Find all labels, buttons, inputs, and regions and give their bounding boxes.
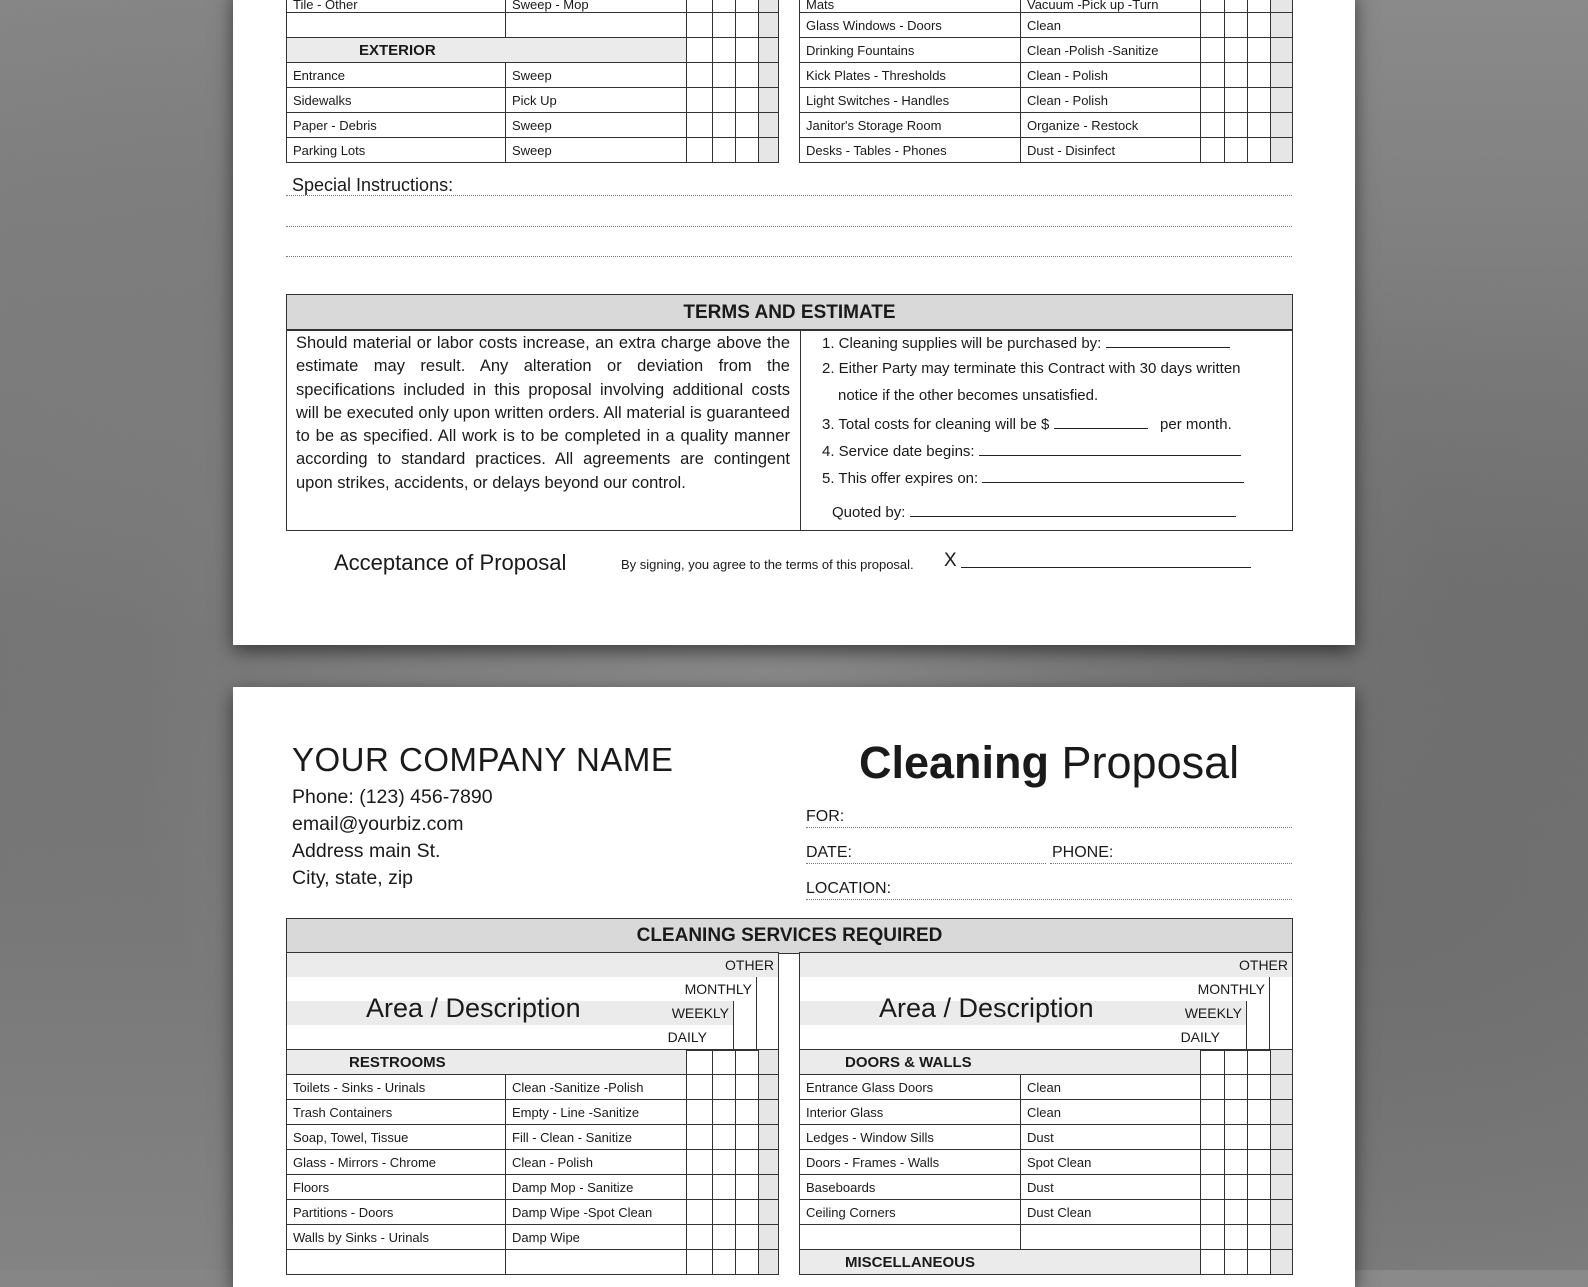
table-row: Janitor's Storage Room Organize - Restock (800, 113, 1293, 138)
acceptance-title: Acceptance of Proposal (334, 550, 567, 575)
proposal-page-1 (233, 0, 1355, 645)
special-instructions-line[interactable] (286, 195, 1292, 196)
company-phone: Phone: (123) 456-7890 (292, 786, 493, 808)
term-item-4: 4. Service date begins: (822, 441, 1241, 460)
terms-header: TERMS AND ESTIMATE (286, 294, 1293, 331)
quoted-by-field[interactable] (910, 502, 1236, 517)
table-row: Walls by Sinks - Urinals Damp Wipe (287, 1225, 779, 1250)
term-item-3: 3. Total costs for cleaning will be $ per month. (822, 416, 1232, 433)
date-field[interactable] (806, 863, 1046, 864)
area-description-label: Area / Description (366, 993, 581, 1023)
for-label: FOR: (806, 808, 845, 825)
phone-label: PHONE: (1052, 844, 1114, 861)
document-title: Cleaning Proposal (859, 737, 1240, 788)
freq-weekly: WEEKLY (671, 1005, 729, 1021)
section-header (800, 1250, 1293, 1275)
company-city: City, state, zip (292, 867, 414, 889)
table-row: Paper - Debris Sweep (287, 113, 779, 138)
section-header (800, 1050, 1293, 1075)
table-row: Doors - Frames - Walls Spot Clean (800, 1150, 1293, 1175)
freq-daily: DAILY (667, 1029, 707, 1045)
check-monthly[interactable] (736, 0, 759, 13)
location-label: LOCATION: (806, 880, 892, 897)
table-row: Trash Containers Empty - Line -Sanitize (287, 1100, 779, 1125)
right-frequency-header (799, 952, 1293, 1051)
table-row: Entrance Glass Doors Clean (800, 1075, 1293, 1100)
area-description-label: Area / Description (879, 993, 1094, 1023)
table-row: Ceiling Corners Dust Clean (800, 1200, 1293, 1225)
terms-paragraph: Should material or labor costs increase, an extra charge above the estimate may result. Any alteration or deviation from the specifications included in this proposal involving additional costs will be executed only upon written orders. All material is guaranteed to be as specified. All work is to be completed in a quality manner according to standard practices. All agreements are contingent upon strikes, accidents, or delays beyond our control. (296, 334, 790, 492)
miscellaneous-heading: MISCELLANEOUS (800, 1250, 1201, 1275)
company-email: email@yourbiz.com (292, 813, 464, 835)
for-field[interactable] (806, 827, 1292, 828)
check-weekly[interactable] (713, 0, 736, 13)
table-row: Partitions - Doors Damp Wipe -Spot Clean (287, 1200, 779, 1225)
table-row: Drinking Fountains Clean -Polish -Sanitize (800, 38, 1293, 63)
freq-monthly: MONTHLY (1197, 981, 1265, 997)
company-name: YOUR COMPANY NAME (292, 741, 674, 778)
special-instructions-line[interactable] (286, 226, 1292, 227)
monthly-cost-field[interactable] (1054, 414, 1148, 429)
table-row: Sidewalks Pick Up (287, 88, 779, 113)
left-frequency-header (286, 952, 779, 1051)
freq-other: OTHER (1239, 957, 1288, 973)
term-item-1: 1. Cleaning supplies will be purchased by: (822, 333, 1230, 352)
location-field[interactable] (806, 899, 1292, 900)
restrooms-heading: RESTROOMS (287, 1050, 687, 1075)
signature-x: X (944, 550, 957, 571)
table-row: Tile - Other Sweep - Mop (287, 0, 779, 13)
special-instructions-label: Special Instructions: (292, 175, 454, 195)
services-header: CLEANING SERVICES REQUIRED (286, 918, 1293, 954)
table-row (800, 1225, 1293, 1250)
table-row: Mats Vacuum -Pick up -Turn (800, 0, 1293, 13)
table-row: Kick Plates - Thresholds Clean - Polish (800, 63, 1293, 88)
exterior-table (286, 0, 779, 163)
table-row: Ledges - Window Sills Dust (800, 1125, 1293, 1150)
table-row: Entrance Sweep (287, 63, 779, 88)
phone-field[interactable] (1050, 863, 1292, 864)
table-row: Glass Windows - Doors Clean (800, 13, 1293, 38)
company-address: Address main St. (292, 840, 441, 862)
table-row: Parking Lots Sweep (287, 138, 779, 163)
table-row: Interior Glass Clean (800, 1100, 1293, 1125)
special-instructions-line[interactable] (286, 256, 1292, 257)
term-item-5: 5. This offer expires on: (822, 468, 1244, 487)
table-row: Desks - Tables - Phones Dust - Disinfect (800, 138, 1293, 163)
term-item-2-cont: notice if the other becomes unsatisfied. (838, 387, 1099, 404)
table-row (287, 1250, 779, 1275)
freq-daily: DAILY (1180, 1029, 1220, 1045)
date-label: DATE: (806, 844, 852, 861)
miscellaneous-table (799, 0, 1293, 163)
proposal-page-2 (233, 687, 1355, 1287)
section-header (287, 38, 779, 63)
freq-weekly: WEEKLY (1184, 1005, 1242, 1021)
doors-walls-heading: DOORS & WALLS (800, 1050, 1201, 1075)
doors-walls-table (799, 1049, 1293, 1275)
service-date-field[interactable] (979, 441, 1241, 456)
table-row: Glass - Mirrors - Chrome Clean - Polish (287, 1150, 779, 1175)
check-other[interactable] (759, 0, 779, 13)
supplies-purchaser-field[interactable] (1106, 333, 1230, 348)
signature-field[interactable] (961, 567, 1251, 568)
acceptance-note: By signing, you agree to the terms of this proposal. (621, 557, 914, 572)
table-row: Light Switches - Handles Clean - Polish (800, 88, 1293, 113)
quoted-by: Quoted by: (832, 502, 1236, 521)
table-row: Baseboards Dust (800, 1175, 1293, 1200)
offer-expiry-field[interactable] (982, 468, 1244, 483)
exterior-heading: EXTERIOR (287, 38, 687, 63)
freq-monthly: MONTHLY (684, 981, 752, 997)
check-daily[interactable] (687, 0, 713, 13)
table-row (287, 13, 779, 38)
table-row: Floors Damp Mop - Sanitize (287, 1175, 779, 1200)
term-item-2: 2. Either Party may terminate this Contract with 30 days written (822, 360, 1241, 377)
table-row: Soap, Towel, Tissue Fill - Clean - Sanitize (287, 1125, 779, 1150)
table-row: Toilets - Sinks - Urinals Clean -Sanitize -Polish (287, 1075, 779, 1100)
freq-other: OTHER (725, 957, 774, 973)
restrooms-table (286, 1049, 779, 1275)
section-header (287, 1050, 779, 1075)
